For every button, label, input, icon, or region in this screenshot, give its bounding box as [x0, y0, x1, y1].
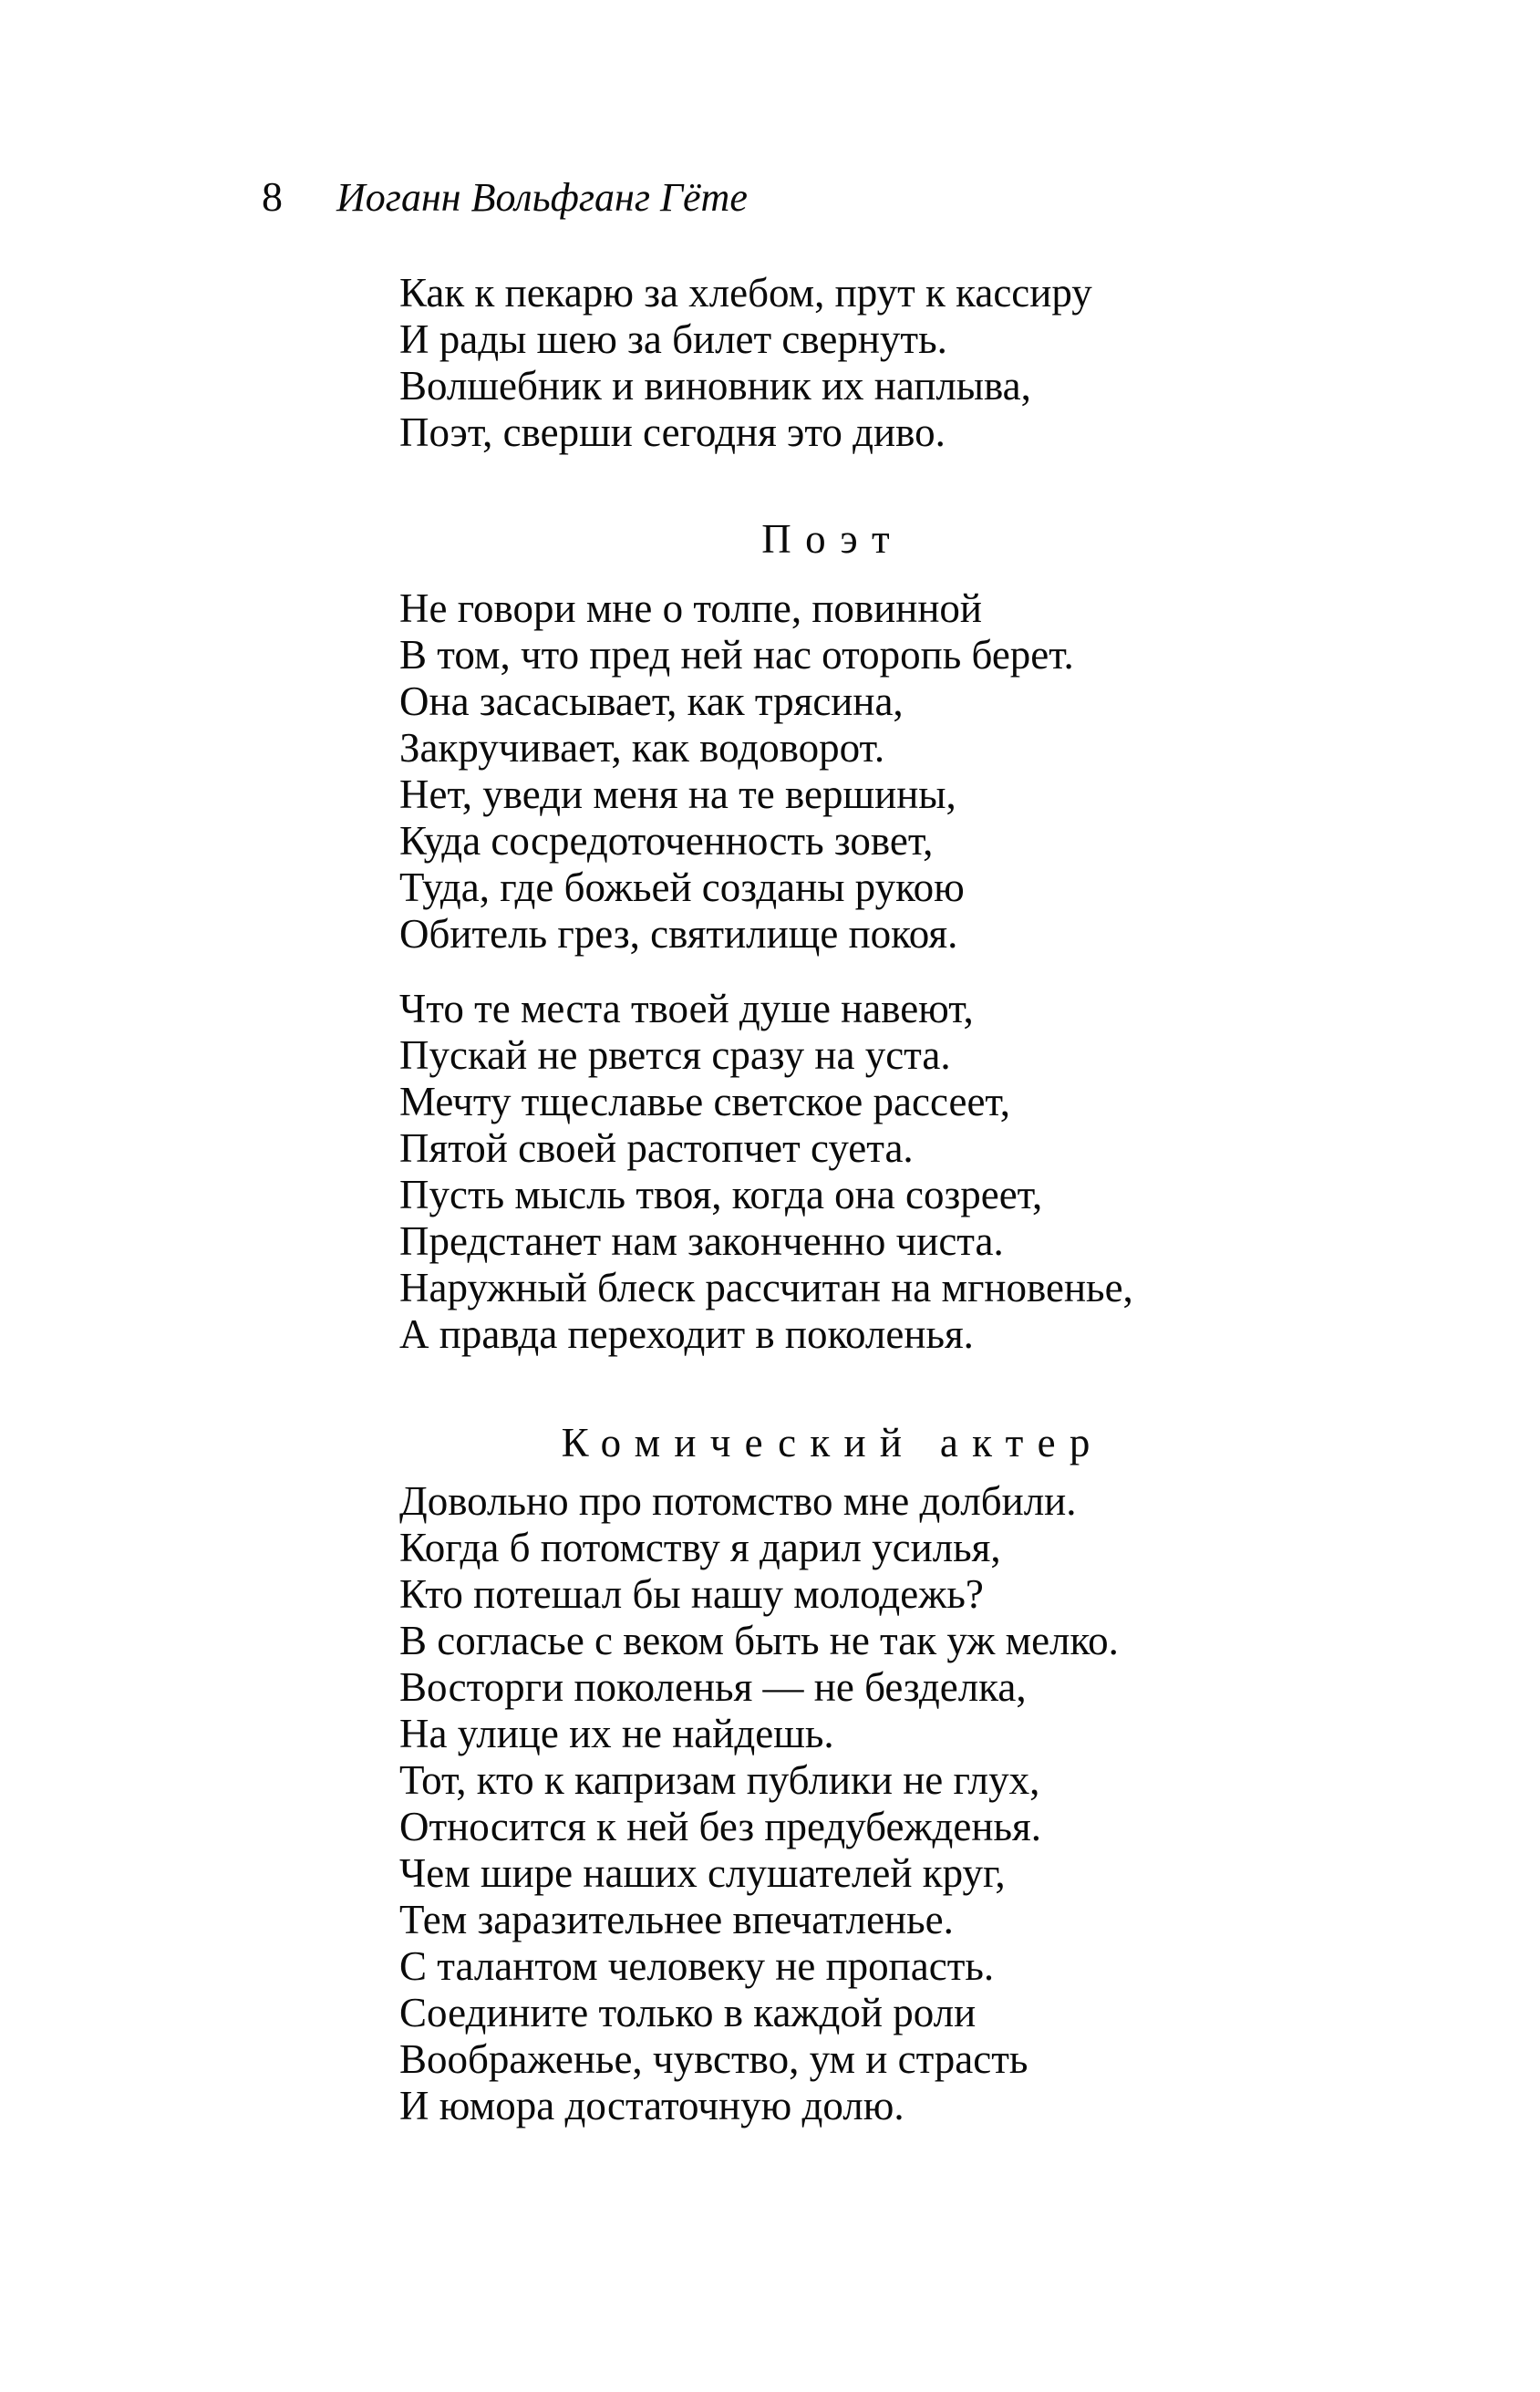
verse-line: Туда, где божьей созданы рукою: [399, 865, 965, 910]
verse-line: Куда сосредоточенность зовет,: [399, 818, 934, 864]
stanza-3: [399, 986, 1252, 1358]
verse-line: На улице их не найдешь.: [399, 1711, 834, 1756]
verse-line: Поэт, сверши сегодня это диво.: [399, 409, 946, 455]
page-number: 8: [262, 173, 283, 220]
verse-line: Наружный блеск рассчитан на мгновенье,: [399, 1265, 1133, 1310]
stanza-1: [399, 270, 1252, 456]
verse-line: Пусть мысль твоя, когда она созреет,: [399, 1172, 1043, 1217]
verse-line: Довольно про потомство мне долбили.: [399, 1478, 1077, 1524]
verse-line: С талантом человеку не пропасть.: [399, 1943, 995, 1989]
verse-line: В том, что пред ней нас оторопь берет.: [399, 632, 1074, 678]
verse-line: В согласье с веком быть не так уж мелко.: [399, 1618, 1119, 1663]
verse-line: Нет, уведи меня на те вершины,: [399, 771, 956, 817]
verse-line: Предстанет нам законченно чиста.: [399, 1218, 1004, 1264]
verse-line: Что те места твоей душе навеют,: [399, 986, 974, 1031]
verse-line: Волшебник и виновник их наплыва,: [399, 363, 1031, 409]
verse-line: Она засасывает, как трясина,: [399, 678, 904, 724]
running-head: [262, 171, 748, 223]
verse-line: А правда переходит в поколенья.: [399, 1311, 974, 1357]
verse-line: Относится к ней без предубежденья.: [399, 1804, 1041, 1849]
verse-line: Тот, кто к капризам публики не глух,: [399, 1757, 1040, 1803]
verse-line: Не говори мне о толпе, повинной: [399, 585, 983, 631]
verse-line: Соедините только в каждой роли: [399, 1990, 977, 2035]
speaker-heading-text: Комический актер: [561, 1420, 1104, 1465]
speaker-heading-comic-actor: [399, 1420, 1252, 1466]
verse-line: И юмора достаточную долю.: [399, 2083, 904, 2128]
verse-line: Чем шире наших слушателей круг,: [399, 1850, 1006, 1896]
speaker-heading-text: Поэт: [761, 516, 904, 562]
verse-line: Кто потешал бы нашу молодежь?: [399, 1571, 984, 1617]
verse-line: Пятой своей растопчет суета.: [399, 1125, 914, 1171]
verse-line: Восторги поколенья — не безделка,: [399, 1664, 1027, 1710]
verse-line: Пускай не рвется сразу на уста.: [399, 1032, 951, 1078]
speaker-heading-poet: [399, 516, 1252, 563]
verse-line: Когда б потомству я дарил усилья,: [399, 1525, 1001, 1570]
verse-line: Тем заразительнее впечатленье.: [399, 1897, 954, 1942]
verse-line: Как к пекарю за хлебом, прут к кассиру: [399, 270, 1092, 316]
author-name: Иоганн Вольфганг Гёте: [336, 175, 748, 220]
verse-line: Мечту тщеславье светское рассеет,: [399, 1079, 1010, 1124]
stanza-2: [399, 585, 1252, 958]
verse-line: Воображенье, чувство, ум и страсть: [399, 2036, 1028, 2082]
stanza-4: [399, 1478, 1252, 2129]
verse-line: И рады шею за билет свернуть.: [399, 316, 947, 362]
verse-line: Закручивает, как водоворот.: [399, 725, 885, 771]
verse-line: Обитель грез, святилище покоя.: [399, 911, 958, 957]
